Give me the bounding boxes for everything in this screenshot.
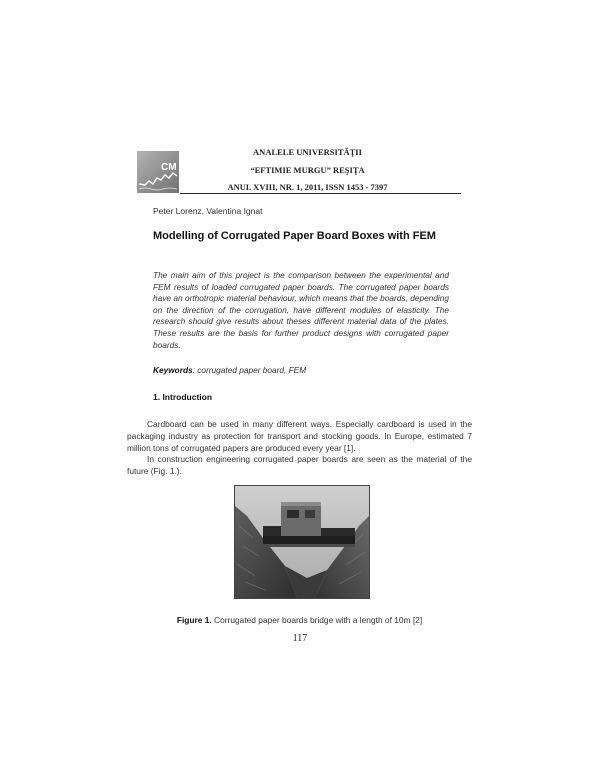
author-list: Peter Lorenz, Valentina Ignat bbox=[153, 206, 263, 216]
journal-logo bbox=[137, 151, 179, 193]
abstract: The main aim of this project is the comparison between the experimental and FEM results of loaded corrugated paper boards. The corrugated paper boards have an orthotropic material behaviour, which means that the boards, depending on the direction of the corrugation, have different modules of elasticity. The research should give results about theses different material data of the plates. These results are the basis for further product designs with corrugated paper boards. bbox=[153, 270, 449, 350]
keywords bbox=[153, 365, 306, 375]
journal-name-line1: ANALELE UNIVERSITĂŢII bbox=[253, 147, 362, 157]
figure-caption-text: Corrugated paper boards bridge with a length of 10m [2] bbox=[211, 615, 423, 625]
figure-bridge-photo bbox=[234, 485, 370, 599]
journal-logo-graphic bbox=[137, 151, 179, 193]
page-number: 117 bbox=[292, 633, 308, 644]
header-divider bbox=[180, 193, 461, 194]
journal-issue-line: ANUL XVIII, NR. 1, 2011, ISSN 1453 - 7397 bbox=[227, 182, 388, 192]
section-heading: 1. Introduction bbox=[153, 392, 213, 402]
body-paragraph-2: In construction engineering corrugated paper boards are seen as the material of the future (Fig. 1.). bbox=[127, 454, 472, 476]
bridge-photo-image bbox=[235, 486, 369, 598]
figure-caption bbox=[127, 615, 472, 625]
keywords-value: : corrugated paper board, FEM bbox=[192, 365, 307, 375]
body-paragraph-1: Cardboard can be used in many different ways. Especially cardboard is used in the packaging industry as protection for transport and stocking goods. In Europe, estimated 7 million tons of corrugated papers are produced every year [1]. bbox=[127, 419, 472, 453]
paper-title: Modelling of Corrugated Paper Board Boxes with FEM bbox=[153, 230, 436, 242]
journal-logo-text: CM bbox=[161, 162, 177, 173]
figure-caption-label: Figure 1. bbox=[176, 615, 212, 625]
journal-name-line2: “EFTIMIE MURGU” REŞIŢA bbox=[250, 165, 365, 175]
keywords-label: Keywords bbox=[153, 365, 193, 375]
